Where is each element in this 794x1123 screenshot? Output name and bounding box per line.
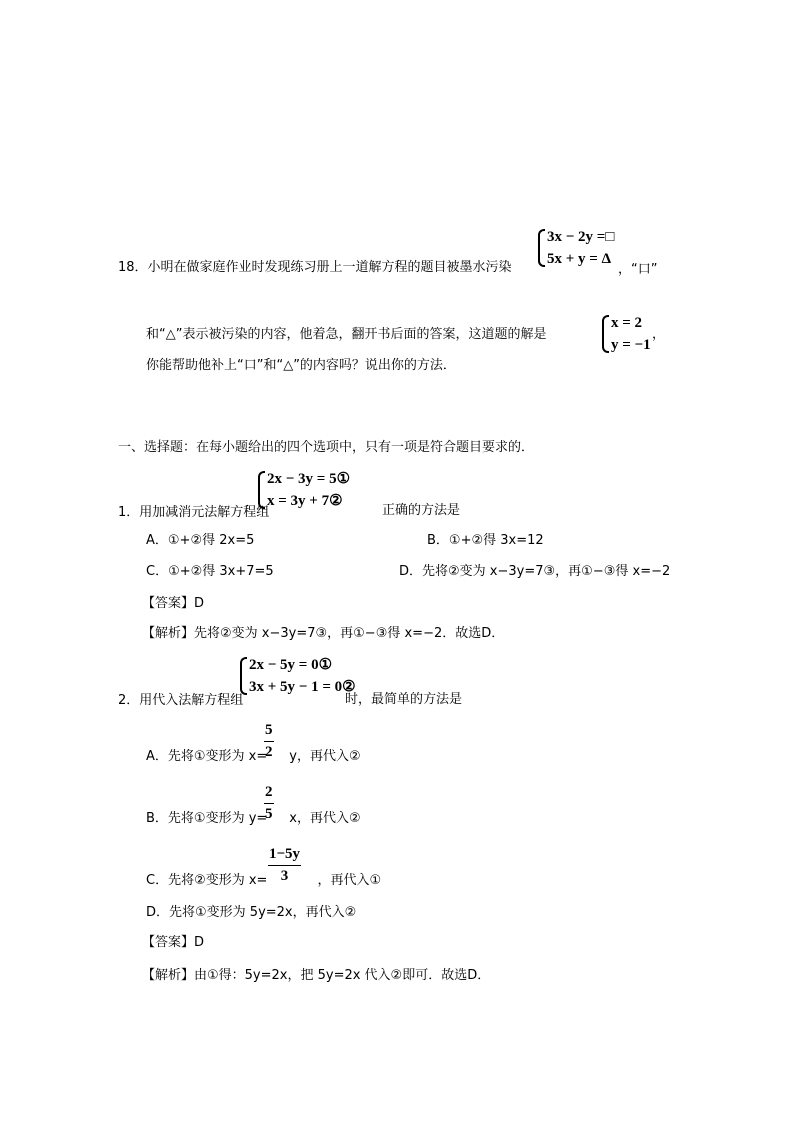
fraction: $\frac{5}{2}$ (265, 722, 273, 760)
equation: 2x − 5y = 0① (249, 657, 333, 673)
equation: 5x + y = Δ (547, 251, 611, 267)
q2-stem: 2．用代入法解方程组 (118, 693, 244, 708)
q18-line2-end: ， (652, 327, 666, 342)
q1-answer: 【答案】D (142, 596, 205, 611)
q1-option-a: A．①+②得 2x=5 (146, 533, 255, 548)
q2-option-c: C．先将②变形为 x= ，再代入① (146, 873, 382, 888)
q18-line1: 18．小明在做家庭作业时发现练习册上一道解方程的题目被墨水污染 (118, 260, 512, 275)
q2-option-d: D．先将①变形为 5y=2x，再代入② (146, 905, 357, 920)
fraction: $\frac{2}{5}$ (265, 784, 273, 822)
q18-solution-system (602, 312, 651, 356)
q18-equation-system (538, 226, 614, 270)
q2-answer: 【答案】D (142, 935, 205, 950)
q18-line2: 和“△”表示被污染的内容，他着急，翻开书后面的答案，这道题的解是 (146, 327, 547, 342)
q1-equation-system (258, 468, 350, 512)
equation: 3x − 2y =□ (547, 229, 615, 245)
q2-option-b: B．先将①变形为 y= x，再代入② (146, 811, 361, 826)
q1-option-d: D．先将②变为 x−3y=7③，再①−③得 x=−2 (399, 564, 671, 579)
equation: 2x − 3y = 5① (267, 471, 351, 487)
equation: 3x + 5y − 1 = 0② (249, 679, 356, 695)
q2-option-a: A．先将①变形为 x= y，再代入② (146, 749, 361, 764)
fraction: $\frac{1-5y}{3}$ (269, 846, 301, 884)
q1-stem: 1．用加减消元法解方程组 (118, 505, 270, 520)
equation: y = −1 (611, 337, 651, 353)
q1-option-c: C．①+②得 3x+7=5 (146, 564, 274, 579)
equation: x = 2 (611, 315, 643, 331)
q1-analysis: 【解析】先将②变为 x−3y=7③，再①−③得 x=−2．故选D． (142, 626, 505, 641)
q2-equation-system (240, 654, 356, 698)
q1-stem-end: 正确的方法是 (382, 503, 461, 518)
q2-stem-end: 时，最简单的方法是 (345, 692, 463, 707)
q2-analysis: 【解析】由①得：5y=2x，把 5y=2x 代入②即可．故选D． (142, 968, 491, 983)
section-header: 一、选择题：在每小题给出的四个选项中，只有一项是符合题目要求的． (118, 440, 535, 455)
q18-line1-end: ，“口” (618, 262, 658, 277)
q18-line3: 你能帮助他补上“口”和“△”的内容吗？说出你的方法． (146, 358, 456, 373)
equation: x = 3y + 7② (267, 493, 343, 509)
q1-option-b: B．①+②得 3x=12 (427, 533, 544, 548)
